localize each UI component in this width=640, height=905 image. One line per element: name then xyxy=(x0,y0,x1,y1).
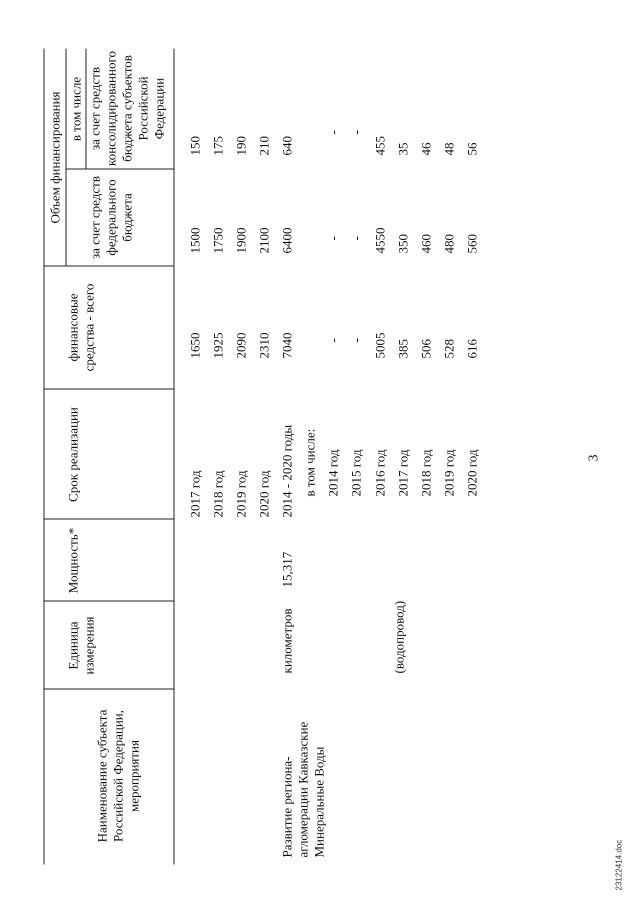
total-cell: 2090 xyxy=(233,332,249,359)
project-period: 2014 - 2020 годы xyxy=(279,424,295,518)
federal-cell: 2100 xyxy=(256,227,272,254)
financing-table xyxy=(44,49,327,865)
regional-cell: 35 xyxy=(395,142,411,156)
period-cell: 2020 год xyxy=(464,449,480,497)
federal-cell: 350 xyxy=(395,234,411,254)
period-cell: 2015 год xyxy=(348,449,364,497)
federal-cell: - xyxy=(348,236,364,241)
total-cell: 1650 xyxy=(187,332,203,359)
funding-group-divider xyxy=(66,49,67,267)
federal-cell: 1500 xyxy=(187,227,203,254)
total-cell: 2310 xyxy=(256,332,272,359)
project-federal: 6400 xyxy=(279,227,295,254)
col-divider-2 xyxy=(44,601,174,602)
regional-cell: 46 xyxy=(418,142,434,156)
total-cell: 5005 xyxy=(372,332,388,359)
project-name: Развитие региона-агломерации Кавказские Минеральные Воды xyxy=(279,721,327,858)
project-capacity-note: (водопровод) xyxy=(391,600,407,674)
regional-cell: - xyxy=(348,130,364,135)
federal-cell: 460 xyxy=(418,234,434,254)
header-name: Наименование субъекта Российской Федерации, мероприятия xyxy=(94,709,142,843)
regional-cell: 190 xyxy=(233,136,249,156)
federal-cell: - xyxy=(325,236,341,241)
period-cell: 2019 год xyxy=(233,470,249,518)
federal-cell: 1750 xyxy=(210,227,226,254)
regional-cell: 455 xyxy=(372,136,388,156)
header-federal: за счет средств федерального бюджета xyxy=(87,176,135,259)
regional-cell: 56 xyxy=(464,142,480,156)
total-cell: 506 xyxy=(418,339,434,359)
period-cell: 2014 год xyxy=(325,449,341,497)
header-capacity: Мощность* xyxy=(65,527,81,594)
header-bottom-border xyxy=(174,49,175,865)
total-cell: - xyxy=(348,338,364,343)
col-divider-3 xyxy=(44,519,174,520)
header-including: в том числе xyxy=(68,76,84,142)
regional-cell: 150 xyxy=(187,136,203,156)
table-top-border xyxy=(44,49,45,865)
federal-cell: 4550 xyxy=(372,227,388,254)
project-unit: километров xyxy=(279,608,295,674)
period-cell: 2016 год xyxy=(372,449,388,497)
total-cell: 1925 xyxy=(210,332,226,359)
header-unit: Единица измерения xyxy=(65,616,97,675)
period-cell: 2020 год xyxy=(256,470,272,518)
total-cell: 528 xyxy=(441,339,457,359)
regional-cell: - xyxy=(325,130,341,135)
header-period: Срок реализации xyxy=(65,407,81,502)
project-capacity: 15,317 xyxy=(279,551,295,588)
regional-cell: 210 xyxy=(256,136,272,156)
period-cell: 2019 год xyxy=(441,449,457,497)
period-cell: 2018 год xyxy=(418,449,434,497)
federal-cell: 1900 xyxy=(233,227,249,254)
rotated-page xyxy=(1,0,640,905)
total-cell: - xyxy=(325,338,341,343)
period-cell: 2017 год xyxy=(395,449,411,497)
document-code: 23122414.doc xyxy=(614,839,624,891)
header-total: финансовые средства - всего xyxy=(65,283,97,372)
period-cell: 2018 год xyxy=(210,470,226,518)
federal-cell: 480 xyxy=(441,234,457,254)
federal-cell: 560 xyxy=(464,234,480,254)
regional-cell: 175 xyxy=(210,136,226,156)
project-total: 7040 xyxy=(279,332,295,359)
including-label: в том числе: xyxy=(302,428,318,497)
period-cell: 2017 год xyxy=(187,470,203,518)
header-funding: Объем финансирования xyxy=(47,91,63,224)
header-regional: за счет средств консолидированного бюджета субъектов Российской Федерации xyxy=(87,51,167,166)
project-regional: 640 xyxy=(279,136,295,156)
col-divider-4 xyxy=(44,389,174,390)
col-divider-1 xyxy=(44,689,174,690)
total-cell: 616 xyxy=(464,339,480,359)
including-divider xyxy=(86,49,87,170)
regional-cell: 48 xyxy=(441,142,457,156)
total-cell: 385 xyxy=(395,339,411,359)
page-number: 3 xyxy=(586,454,602,462)
